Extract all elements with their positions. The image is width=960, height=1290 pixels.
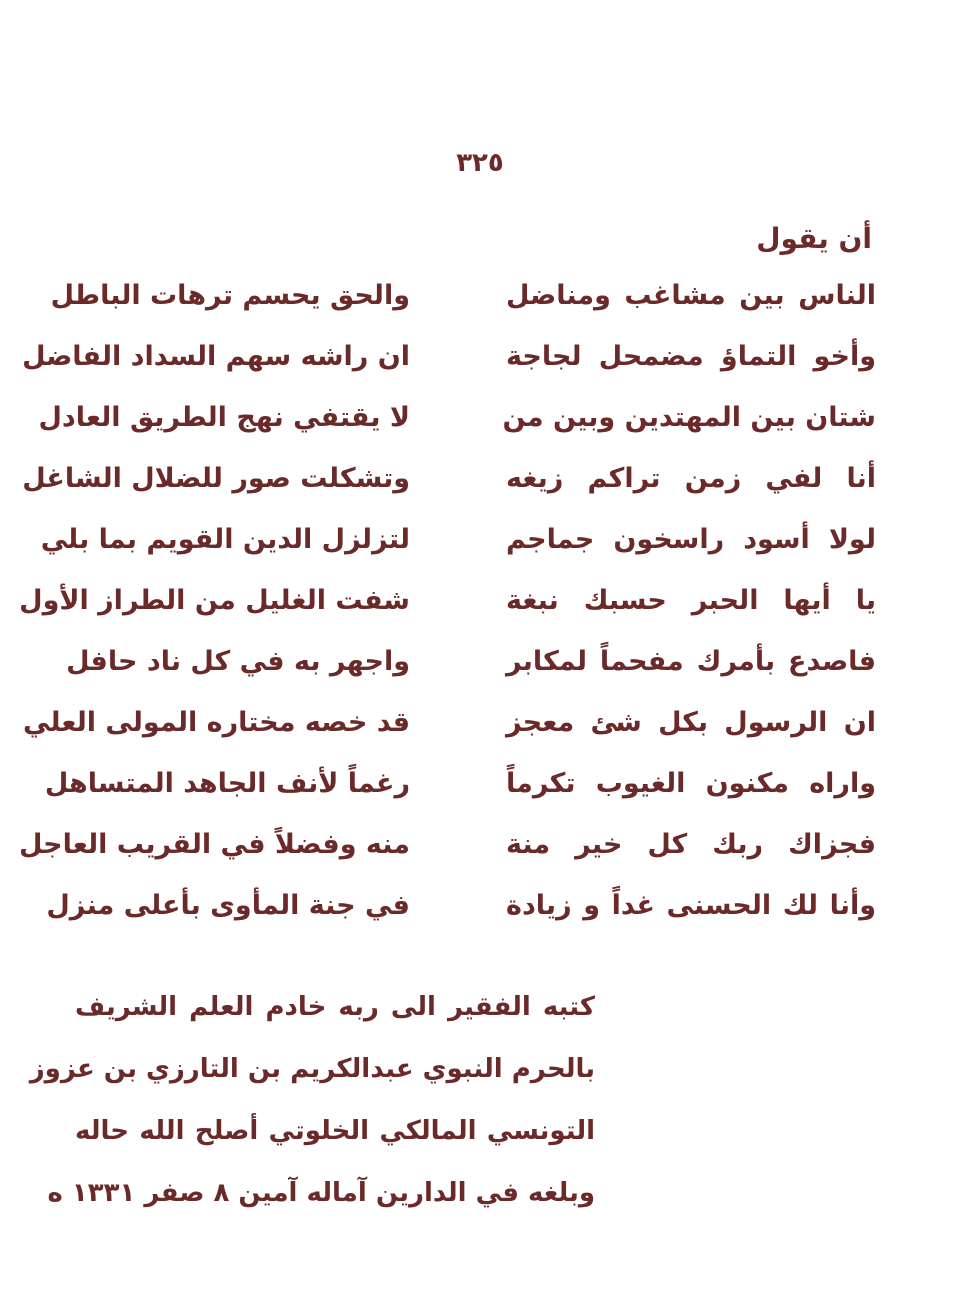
verse-second-hemistich: لا يقتفي نهج الطريق العادل bbox=[38, 402, 410, 433]
poem bbox=[19, 276, 880, 947]
poem-verse bbox=[66, 642, 880, 703]
poem-verse bbox=[23, 703, 880, 764]
verse-second-hemistich: شفت الغليل من الطراز الأول bbox=[19, 585, 410, 616]
verse-first-hemistich: لولا أسود راسخون جماجم bbox=[506, 524, 876, 555]
page-number: ٣٢٥ bbox=[456, 148, 504, 178]
verse-first-hemistich: وأخو التماؤ مضمحل لجاجة bbox=[506, 341, 876, 372]
verse-second-hemistich: رغماً لأنف الجاهد المتساهل bbox=[44, 768, 410, 799]
poem-verse bbox=[19, 581, 880, 642]
verse-first-hemistich: أنا لفي زمن تراكم زيغه bbox=[506, 463, 876, 494]
poem-verse bbox=[19, 825, 880, 886]
poem-verse bbox=[46, 886, 880, 947]
poem-verse bbox=[22, 459, 880, 520]
poem-verse bbox=[22, 337, 880, 398]
verse-first-hemistich: فجزاك ربك كل خير منة bbox=[506, 829, 876, 860]
verse-second-hemistich: في جنة المأوى بأعلى منزل bbox=[46, 890, 410, 921]
verse-second-hemistich: لتزلزل الدين القويم بما بلي bbox=[40, 524, 410, 555]
verse-second-hemistich: والحق يحسم ترهات الباطل bbox=[50, 280, 410, 311]
poem-verse bbox=[44, 764, 880, 825]
verse-second-hemistich: وتشكلت صور للضلال الشاغل bbox=[22, 463, 410, 494]
verse-first-hemistich: فاصدع بأمرك مفحماً لمكابر bbox=[506, 646, 876, 677]
verse-first-hemistich: وأنا لك الحسنى غداً و زيادة bbox=[506, 890, 876, 921]
colophon-line: التونسي المالكي الخلوتي أصلح الله حاله bbox=[75, 1116, 595, 1146]
verse-second-hemistich: قد خصه مختاره المولى العلي bbox=[23, 707, 410, 738]
verse-second-hemistich: ان راشه سهم السداد الفاضل bbox=[22, 341, 410, 372]
verse-second-hemistich: واجهر به في كل ناد حافل bbox=[66, 646, 410, 677]
colophon bbox=[29, 985, 595, 1233]
intro-text: أن يقول bbox=[756, 222, 872, 255]
verse-first-hemistich: الناس بين مشاغب ومناضل bbox=[506, 280, 876, 311]
poem-verse bbox=[50, 276, 880, 337]
verse-first-hemistich: ان الرسول بكل شئ معجز bbox=[506, 707, 876, 738]
verse-first-hemistich: يا أيها الحبر حسبك نبغة bbox=[506, 585, 876, 616]
verse-first-hemistich: واراه مكنون الغيوب تكرماً bbox=[506, 768, 876, 799]
colophon-line: وبلغه في الدارين آماله آمين ٨ صفر ١٣٣١ ه bbox=[47, 1178, 595, 1208]
colophon-line: بالحرم النبوي عبدالكريم بن التارزي بن عزوز bbox=[29, 1054, 595, 1084]
verse-first-hemistich: شتان بين المهتدين وبين من bbox=[502, 402, 876, 433]
poem-verse bbox=[38, 398, 880, 459]
colophon-line: كتبه الفقير الى ربه خادم العلم الشريف bbox=[75, 992, 595, 1022]
verse-second-hemistich: منه وفضلاً في القريب العاجل bbox=[19, 829, 410, 860]
poem-verse bbox=[40, 520, 880, 581]
